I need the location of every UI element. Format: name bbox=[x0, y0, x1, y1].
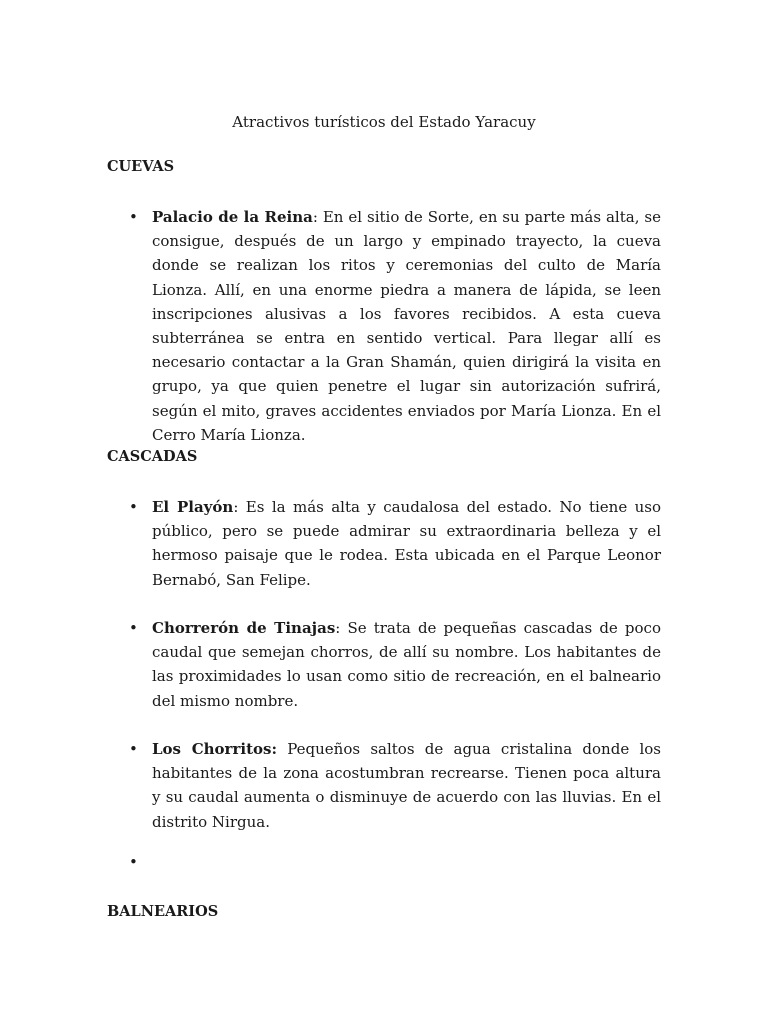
bullet: • bbox=[129, 498, 138, 516]
bullet: • bbox=[129, 740, 138, 758]
list-item-body bbox=[152, 205, 661, 447]
list-item-body bbox=[152, 737, 661, 834]
list-item-el-playon bbox=[107, 495, 661, 592]
item-term: Chorrerón de Tinajas bbox=[152, 619, 336, 637]
item-description: En el sitio de Sorte, en su parte más alta, se consigue, después de un largo y empinado trayecto, la cueva donde se realizan los ritos y ceremonias del culto de María Lionza. Allí, en una enorme piedra a manera de lápida, se leen inscripciones alusivas a los favores recibidos. A esta cueva subterránea se entra en sentido vertical. Para llegar allí es necesario contactar a la Gran Shamán, quien dirigirá la visita en grupo, ya que quien penetre el lugar sin autorización sufrirá, según el mito, graves accidentes enviados por María Lionza. En el Cerro María Lionza. bbox=[152, 208, 661, 444]
item-term: Palacio de la Reina bbox=[152, 208, 313, 226]
item-term-suffix: : bbox=[312, 208, 318, 226]
item-description: Se trata de pequeñas cascadas de poco caudal que semejan chorros, de allí su nombre. Los habitantes de las proximidades lo usan como sitio de recreación, en el balneario del mismo nombre. bbox=[152, 619, 661, 710]
item-term-suffix: : bbox=[335, 619, 341, 637]
section-heading-balnearios: BALNEARIOS bbox=[107, 903, 219, 920]
list-item-body bbox=[152, 495, 661, 592]
section-heading-cascadas: CASCADAS bbox=[107, 448, 198, 465]
item-term-suffix: : bbox=[233, 498, 239, 516]
document-title: Atractivos turísticos del Estado Yaracuy bbox=[232, 113, 536, 131]
item-description: Pequeños saltos de agua cristalina donde los habitantes de la zona acostumbran recrearse. Tienen poca altura y su caudal aumenta o disminuye de acuerdo con las lluvias. En el distrito Nirgua. bbox=[152, 740, 661, 831]
list-item-palacio-de-la-reina bbox=[107, 205, 661, 447]
item-term: El Playón bbox=[152, 498, 234, 516]
bullet: • bbox=[129, 619, 138, 637]
list-item-los-chorritos bbox=[107, 737, 661, 834]
item-description: Es la más alta y caudalosa del estado. No tiene uso público, pero se puede admirar su extraordinaria belleza y el hermoso paisaje que le rodea. Esta ubicada en el Parque Leonor Bernabó, San Felipe. bbox=[152, 498, 661, 589]
bullet: • bbox=[129, 853, 138, 871]
bullet: • bbox=[129, 208, 138, 226]
section-heading-cuevas: CUEVAS bbox=[107, 158, 175, 175]
item-term: Los Chorritos: bbox=[152, 740, 277, 758]
list-item-chorreron-de-tinajas bbox=[107, 616, 661, 713]
list-item-body bbox=[152, 616, 661, 713]
